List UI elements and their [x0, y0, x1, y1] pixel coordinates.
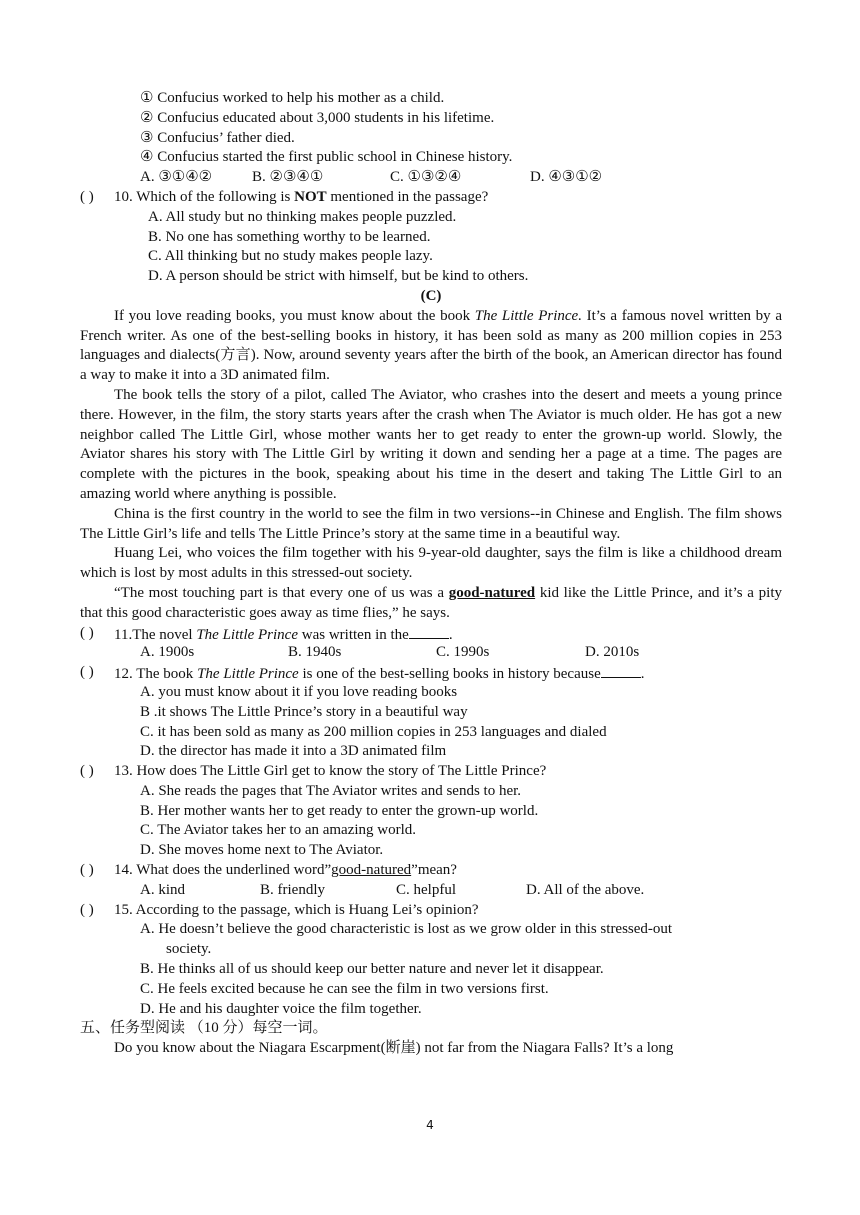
section-c-heading: (C)	[420, 287, 442, 304]
q9-option-d: D. ④③①②	[530, 169, 603, 186]
question-15	[80, 901, 782, 921]
q14-option-b: B. friendly	[260, 881, 325, 898]
q9-item: ③ Confucius’ father died.	[140, 129, 295, 146]
passage-paragraph-5: “The most touching part is that every one of us was a good-natured kid like the Little Prince, and it’s a pity that this good characteristic goes away as time flies,” he says.	[80, 584, 782, 621]
q12-option-d: D. the director has made it into a 3D animated film	[140, 743, 447, 760]
passage-paragraph-2: The book tells the story of a pilot, called The Aviator, who crashes into the desert and meets a young prince there. However, in the film, the story starts years after the crash when The Aviator is much older. He has got a new neighbor called The Little Girl, whose mother wants her to get ready to enter the grown-up world. Slowly, the Aviator shares his story with The Little Girl by writing it down and sending her a page at a time. The pages are complete with the pictures in the book, speaking about his time in the desert and taking The Little Girl to an amazing world where anything is possible.	[80, 386, 782, 502]
q13-option-b: B. Her mother wants her to get ready to enter the grown-up world.	[140, 802, 539, 819]
q15-option-c: C. He feels excited because he can see the film in two versions first.	[140, 980, 549, 997]
q11-option-a: A. 1900s	[140, 644, 195, 661]
q11-option-b: B. 1940s	[288, 644, 342, 661]
q11-option-d: D. 2010s	[585, 644, 640, 661]
q14-option-a: A. kind	[140, 881, 185, 898]
answer-blank[interactable]: ( )	[80, 763, 94, 780]
q14-option-d: D. All of the above.	[526, 881, 645, 898]
q12-option-c: C. it has been sold as many as 200 million copies in 253 languages and dialed	[140, 723, 607, 740]
answer-blank[interactable]: ( )	[80, 901, 94, 918]
question-12	[80, 663, 782, 683]
q9-item: ② Confucius educated about 3,000 students in his lifetime.	[140, 109, 495, 126]
q15-option-a-cont: society.	[166, 941, 212, 958]
answer-blank[interactable]: ( )	[80, 664, 94, 681]
page-number: 4	[426, 1118, 434, 1132]
q9-item: ④ Confucius started the first public school in Chinese history.	[140, 149, 513, 166]
q15-option-b: B. He thinks all of us should keep our better nature and never let it disappear.	[140, 961, 604, 978]
q13-option-c: C. The Aviator takes her to an amazing world.	[140, 822, 417, 839]
q9-option-c: C. ①③②④	[390, 169, 462, 186]
question-14	[80, 861, 782, 881]
question-14-stem: 14. What does the underlined word”good-natured”mean?	[114, 862, 457, 879]
q11-option-c: C. 1990s	[436, 644, 490, 661]
fill-blank	[409, 624, 449, 639]
question-13	[80, 762, 782, 782]
q11-options	[80, 643, 782, 663]
section-5-heading: 五、任务型阅读 （10 分）每空一词。	[80, 1020, 328, 1037]
q9-option-a: A. ③①④②	[140, 169, 213, 186]
passage-paragraph-1: If you love reading books, you must know about the book The Little Prince. It’s a famous novel written by a French writer. As one of the best-selling books in history, it has been sold as many as 200 million copies in 253 languages and dialects(方言). Now, around seventy years after the birth of the book, an American director has found a way to make it into a 3D animated film.	[80, 307, 782, 384]
question-15-stem: 15. According to the passage, which is Huang Lei’s opinion?	[114, 901, 479, 918]
q9-options	[80, 168, 782, 188]
passage-paragraph-3: China is the first country in the world to see the film in two versions--in Chinese and English. The film shows The Little Girl’s life and tells The Little Prince’s story at the same time in a beautiful way.	[80, 505, 782, 542]
section-5-text: Do you know about the Niagara Escarpment(断崖) not far from the Niagara Falls? It’s a long	[114, 1040, 674, 1057]
underlined-word: good-natured	[331, 862, 412, 879]
q12-option-a: A. you must know about it if you love reading books	[140, 683, 458, 700]
q10-option-d: D. A person should be strict with himself, but be kind to others.	[148, 268, 529, 285]
q15-option-d: D. He and his daughter voice the film together.	[140, 1000, 422, 1017]
fill-blank	[601, 663, 641, 678]
answer-blank[interactable]: ( )	[80, 862, 94, 879]
q10-option-c: C. All thinking but no study makes people lazy.	[148, 248, 433, 265]
q10-option-a: A. All study but no thinking makes people puzzled.	[148, 208, 457, 225]
question-11-stem: 11.The novel The Little Prince was written in the .	[114, 624, 453, 646]
q14-options	[80, 881, 782, 901]
q10-option-b: B. No one has something worthy to be learned.	[148, 228, 431, 245]
q9-option-b: B. ②③④①	[252, 169, 324, 186]
q15-option-a: A. He doesn’t believe the good characteristic is lost as we grow older in this stressed-out	[140, 921, 673, 938]
q9-item: ① Confucius worked to help his mother as a child.	[140, 90, 445, 106]
q14-option-c: C. helpful	[396, 881, 456, 898]
answer-blank[interactable]: ( )	[80, 188, 94, 205]
question-10-stem: 10. Which of the following is NOT mentioned in the passage?	[114, 188, 489, 205]
answer-blank[interactable]: ( )	[80, 624, 94, 641]
question-11	[80, 624, 782, 644]
underlined-word: good-natured	[448, 584, 536, 601]
passage-paragraph-4: Huang Lei, who voices the film together with his 9-year-old daughter, says the film is like a childhood dream which is lost by most adults in this stressed-out society.	[80, 545, 782, 582]
question-10	[80, 188, 782, 208]
worksheet-page	[80, 89, 782, 1059]
question-12-stem: 12. The book The Little Prince is one of the best-selling books in history because .	[114, 663, 645, 685]
q12-option-b: B .it shows The Little Prince’s story in a beautiful way	[140, 703, 468, 720]
question-13-stem: 13. How does The Little Girl get to know the story of The Little Prince?	[114, 763, 547, 780]
q13-option-d: D. She moves home next to The Aviator.	[140, 842, 384, 859]
q13-option-a: A. She reads the pages that The Aviator writes and sends to her.	[140, 782, 522, 799]
